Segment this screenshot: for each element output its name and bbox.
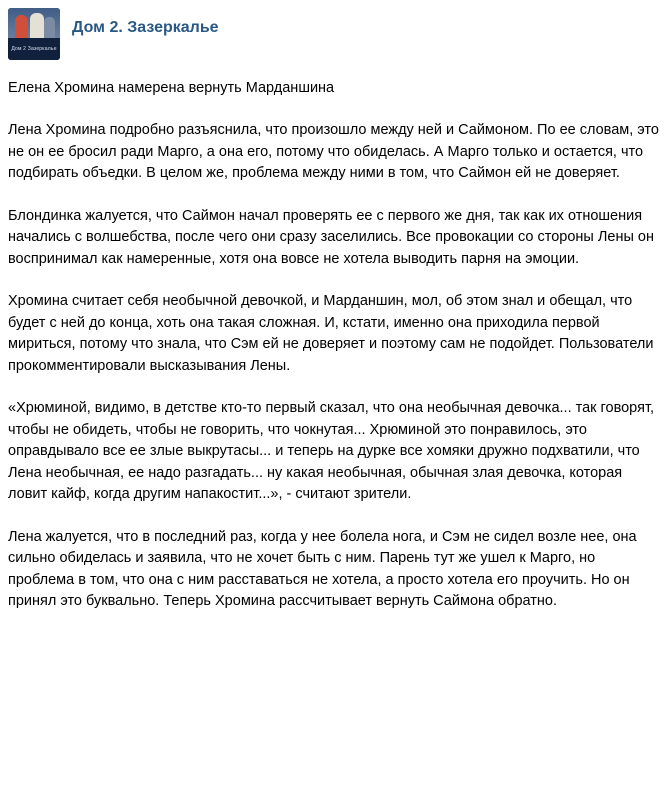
brand-title[interactable]: Дом 2. Зазеркалье (72, 19, 219, 36)
page-title: Елена Хромина намерена вернуть Марданшина (8, 80, 335, 96)
thumbnail-figure-right (44, 17, 55, 39)
article-paragraph-quote: «Хрюминой, видимо, в детстве кто-то первый сказал, что она необычная девочка... так говорят, чтобы не обидеть, чтобы не говорить, что чокнутая... Хрюминой это понравилось, это оправдывало все ее злые выкрутасы... и теперь на дурке все хомяки дружно подхватили, что Лена необычная, ее надо разгадать... ну какая необычная, обычная злая девочка, которая ловит кайф, когда другим напакостит...», - считают зрители. (8, 400, 655, 502)
thumbnail-figure-center (30, 13, 44, 39)
article-body (0, 56, 670, 627)
thumbnail-figure-left (15, 15, 28, 39)
article-paragraph: Лена жалуется, что в последний раз, когда у нее болела нога, и Сэм не сидел возле нее, она сильно обиделась и заявила, что не хочет быть с ним. Парень тут же ушел к Марго, но проблема в том, что она с ним расставаться не хотела, а просто хотела его проучить. Но он принял это буквально. Теперь Хромина рассчитывает вернуть Саймона обратно. (8, 528, 637, 609)
article-paragraph: Блондинка жалуется, что Саймон начал проверять ее с первого же дня, так как их отношения начались с волшебства, после чего они сразу заселились. Все провокации со стороны Лены он воспринимал как намеренные, хотя она вовсе не хотела выводить парня на эмоции. (8, 207, 654, 267)
thumbnail-caption: Дом 2 Зазеркалье (8, 38, 60, 60)
article-paragraph: Лена Хромина подробно разъяснила, что произошло между ней и Саймоном. По ее словам, это не он ее бросил ради Марго, а она его, потому что обиделась. А Марго только и остается, что подбирать объедки. В целом же, проблема между ними в том, что Саймон ей не доверяет. (8, 122, 659, 181)
site-brand-header (0, 0, 670, 56)
group-photo-thumbnail-icon[interactable] (8, 8, 60, 60)
article-paragraph: Хромина считает себя необычной девочкой, и Марданшин, мол, об этом знал и обещал, что будет с ней до конца, хоть она такая сложная. И, кстати, именно она приходила первой мириться, потому что знала, что Сэм ей не доверяет и поэтому сам не подойдет. Пользователи прокомментировали высказывания Лены. (8, 293, 654, 374)
